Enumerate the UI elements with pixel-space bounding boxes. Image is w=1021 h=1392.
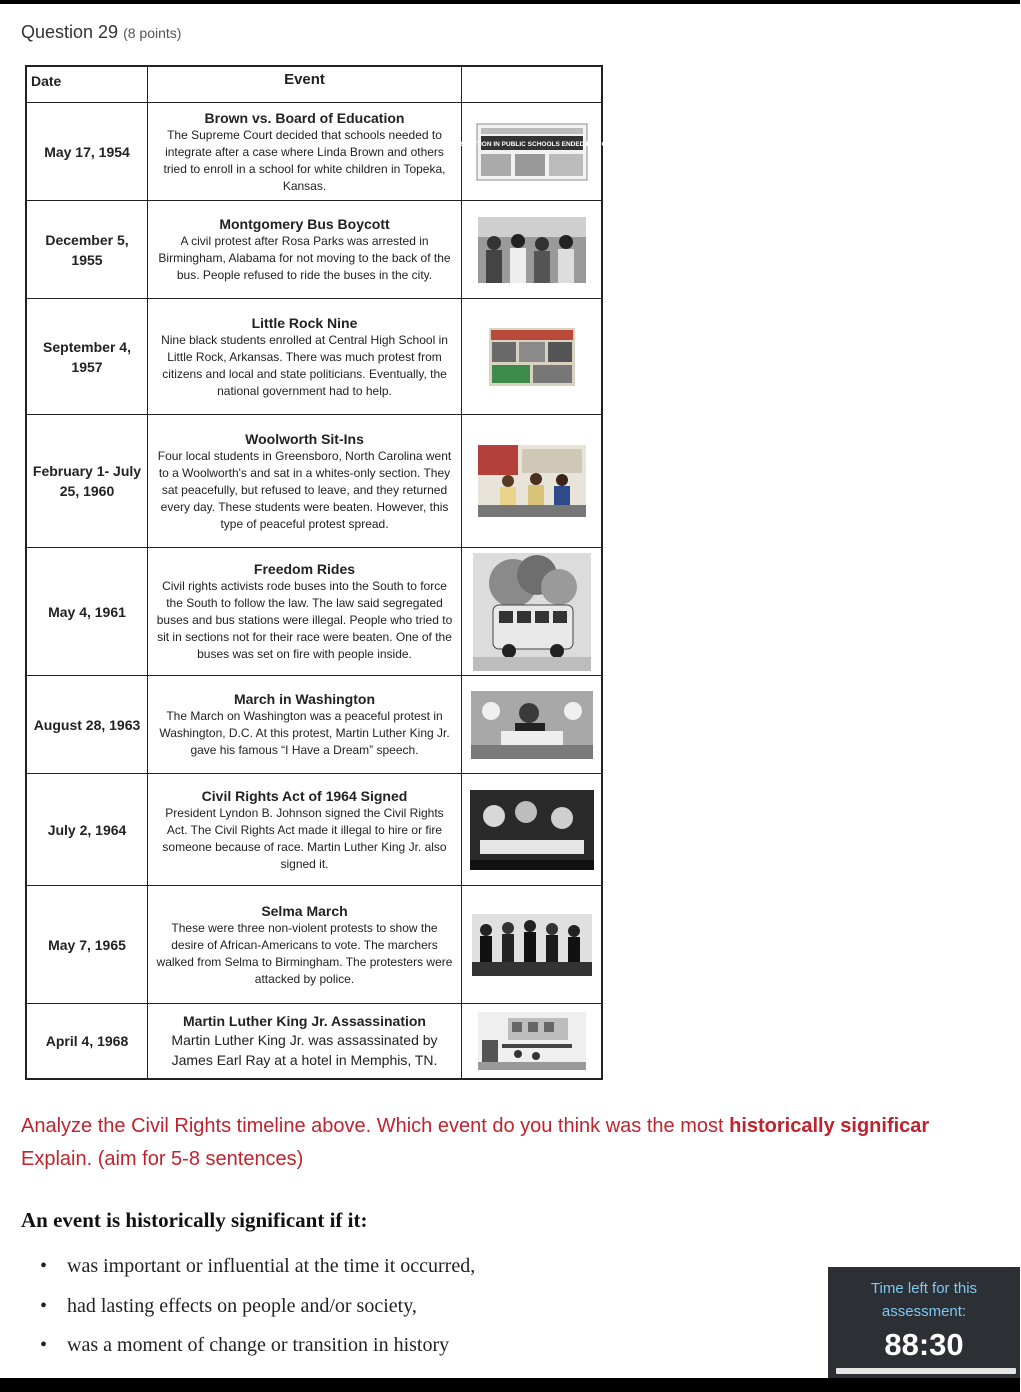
event-date: April 4, 1968 <box>27 1004 148 1078</box>
timer-label <box>828 1267 1020 1323</box>
bullet-icon: • <box>40 1255 48 1277</box>
event-title: Brown vs. Board of Education <box>204 109 405 126</box>
event-description: These were three non-violent protests to show the desire of African-Americans to vote. The marchers walked from Selma to Birmingham. The protesters were attacked by police. <box>156 920 453 986</box>
event-description: President Lyndon B. Johnson signed the Civil Rights Act. The Civil Rights Act made it illegal to hire or fire someone because of race. Martin Luther King Jr. also signed it. <box>162 805 447 871</box>
date-column-header: Date <box>27 67 148 102</box>
event-description: Martin Luther King Jr. was assassinated by James Earl Ray at a hotel in Memphis, TN. <box>171 1032 438 1068</box>
assessment-timer <box>828 1267 1020 1378</box>
event-title: Martin Luther King Jr. Assassination <box>183 1013 426 1029</box>
question-prompt <box>21 1110 1021 1176</box>
event-title: Little Rock Nine <box>251 314 358 331</box>
burning-bus-photo-icon <box>462 548 601 675</box>
table-row <box>27 885 601 1003</box>
event-cell <box>148 415 462 547</box>
speech-photo-icon <box>462 676 601 773</box>
lunch-counter-photo-icon <box>462 415 601 547</box>
event-cell <box>148 548 462 675</box>
event-title: Civil Rights Act of 1964 Signed <box>201 787 408 804</box>
criteria-text: was important or influential at the time it occurred, <box>67 1255 476 1277</box>
bullet-icon: • <box>40 1294 48 1317</box>
signing-photo-icon <box>462 774 601 885</box>
newspaper-headline: SEGREGATION IN PUBLIC SCHOOLS ENDED BY COURT <box>443 140 620 148</box>
event-date: February 1- July 25, 1960 <box>27 415 148 547</box>
table-header-row <box>27 67 601 102</box>
event-description: Nine black students enrolled at Central High School in Little Rock, Arkansas. There was much protest from citizens and local and state politicians. Eventually, the national government had to help. <box>161 332 448 398</box>
question-header <box>21 22 181 43</box>
event-date: December 5, 1955 <box>27 201 148 298</box>
question-title: Question 29 <box>21 22 119 42</box>
motel-photo-icon <box>462 1004 601 1078</box>
event-description: The Supreme Court decided that schools needed to integrate after a case where Linda Brown and others tried to enroll in a school for white children in Topeka, Kansas. <box>163 127 446 193</box>
bottom-bar <box>0 1378 1020 1392</box>
top-bar <box>0 0 1020 4</box>
prompt-line-1 <box>21 1110 1021 1143</box>
table-row <box>27 675 601 773</box>
prompt-line-2: Explain. (aim for 5-8 sentences) <box>21 1148 304 1170</box>
newspaper-icon <box>443 103 620 200</box>
event-title: March in Washington <box>233 691 376 707</box>
collage-photo-icon <box>462 299 601 414</box>
event-date: September 4, 1957 <box>27 299 148 414</box>
prompt-emphasis: historically significar <box>729 1115 930 1137</box>
march-photo-icon <box>462 886 601 1003</box>
table-row <box>27 102 620 200</box>
event-cell <box>148 1004 462 1078</box>
list-item <box>40 1329 475 1369</box>
event-date: August 28, 1963 <box>27 676 148 773</box>
event-date: May 17, 1954 <box>27 103 148 200</box>
table-row <box>27 773 601 885</box>
event-cell <box>148 103 462 200</box>
event-cell <box>148 201 462 298</box>
list-item <box>40 1290 475 1330</box>
criteria-text: had lasting effects on people and/or society, <box>67 1294 417 1317</box>
criteria-list <box>40 1250 475 1369</box>
bullet-icon: • <box>40 1334 48 1356</box>
timer-progress-bar <box>836 1368 1016 1374</box>
event-cell <box>148 886 462 1003</box>
event-column-header: Event <box>148 67 462 102</box>
event-cell <box>148 299 462 414</box>
table-row <box>27 298 601 414</box>
event-date: July 2, 1964 <box>27 774 148 885</box>
timer-value: 88:30 <box>884 1327 964 1362</box>
event-cell <box>148 676 462 773</box>
event-title: Woolworth Sit-Ins <box>245 430 364 447</box>
question-points: (8 points) <box>123 25 182 41</box>
timeline-table <box>25 65 620 1080</box>
table-row <box>27 1003 601 1078</box>
table-row <box>27 200 601 298</box>
event-date: May 4, 1961 <box>27 548 148 675</box>
event-title: Freedom Rides <box>253 561 356 577</box>
event-description: A civil protest after Rosa Parks was arrested in Birmingham, Alabama for not moving to the back of the bus. People refused to ride the buses in the city. <box>158 234 451 282</box>
table-row <box>27 414 601 547</box>
timer-label-line-2: assessment: <box>881 1303 967 1320</box>
event-date: May 7, 1965 <box>27 886 148 1003</box>
event-description: Four local students in Greensboro, North Carolina went to a Woolworth's and sat in a whites-only section. They sat peacefully, but refused to leave, and they returned every day. These students were beaten. However, this type of peaceful protest spread. <box>157 448 452 531</box>
image-column-header <box>462 67 601 102</box>
event-description: Civil rights activists rode buses into the South to force the South to follow the law. The law said segregated buses and bus stations were illegal. People who tried to sit in sections not for their race were beaten. One of the buses was set on fire with people inside. <box>156 579 453 661</box>
event-cell <box>148 774 462 885</box>
event-description: The March on Washington was a peaceful protest in Washington, D.C. At this protest, Martin Luther King Jr. gave his famous “I Have a Dream” speech. <box>159 709 450 757</box>
event-title: Montgomery Bus Boycott <box>219 216 390 232</box>
crowd-photo-icon <box>462 201 601 298</box>
prompt-text: Analyze the Civil Rights timeline above. Which event do you think was the most <box>21 1115 730 1137</box>
list-item <box>40 1250 475 1290</box>
criteria-heading: An event is historically significant if it: <box>21 1208 368 1232</box>
event-title: Selma March <box>261 902 348 919</box>
timer-label-line-1: Time left for this <box>870 1280 978 1297</box>
criteria-text: was a moment of change or transition in history <box>67 1334 450 1356</box>
table-row <box>27 547 601 675</box>
